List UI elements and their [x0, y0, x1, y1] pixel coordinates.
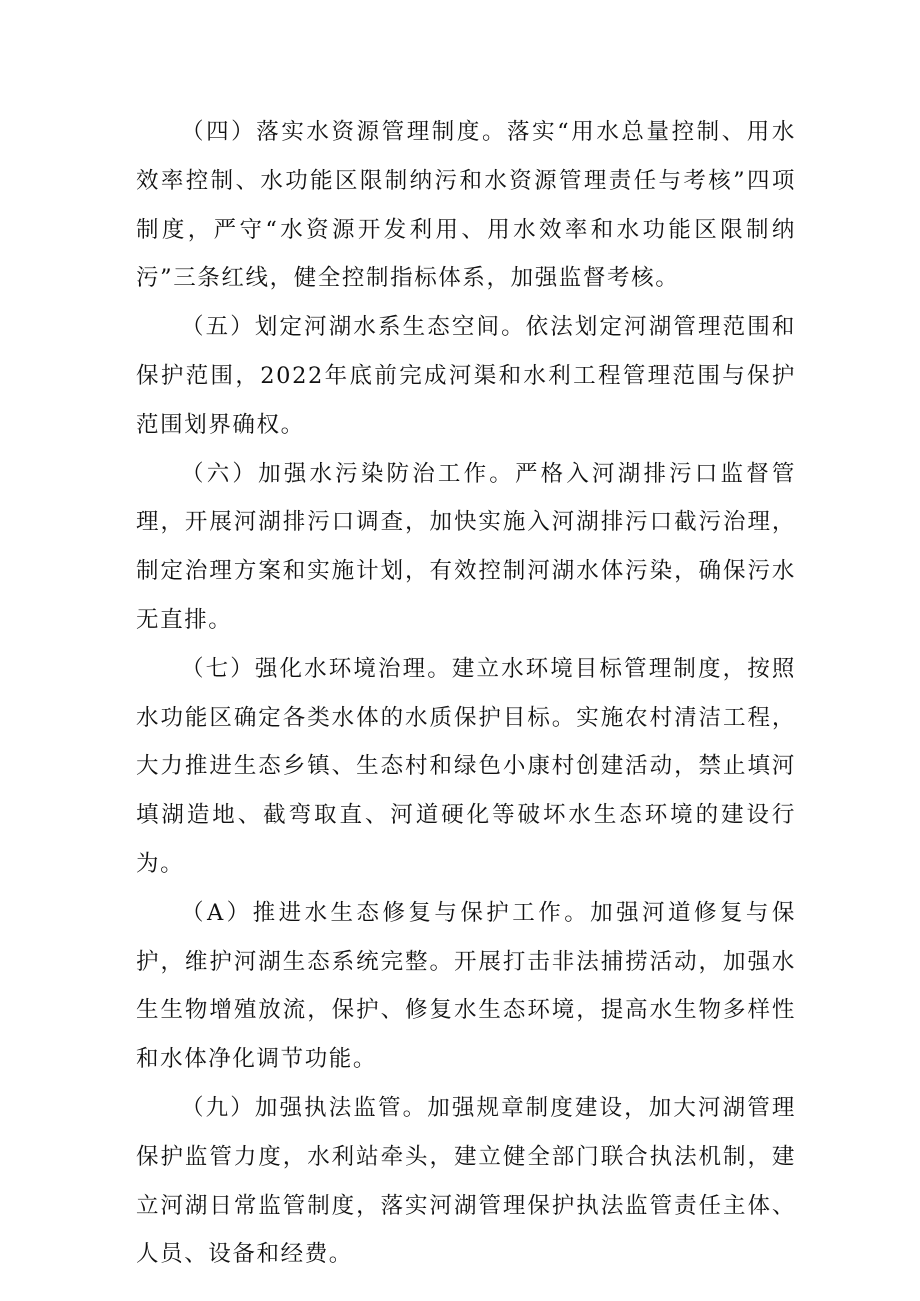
paragraph-7-environment-governance: （七）强化水环境治理。建立水环境目标管理制度，按照水功能区确定各类水体的水质保护目标。实施农村清洁工程，大力推进生态乡镇、生态村和绿色小康村创建活动，禁止填河填湖造地、截弯取直、河道硬化等破坏水生态环境的建设行为。: [136, 655, 796, 877]
paragraph-6-pollution-control: （六）加强水污染防治工作。严格入河湖排污口监督管理，开展河湖排污口调查，加快实施入河湖排污口截污治理，制定治理方案和实施计划，有效控制河湖水体污染，确保污水无直排。: [136, 460, 796, 633]
document-body: [136, 108, 796, 1279]
paragraph-9-law-enforcement: （九）加强执法监管。加强规章制度建设，加大河湖管理保护监管力度，水利站牵头，建立健全部门联合执法机制，建立河湖日常监管制度，落实河湖管理保护执法监管责任主体、人员、设备和经费。: [136, 1094, 796, 1268]
paragraph-5-ecological-space: （五）划定河湖水系生态空间。依法划定河湖管理范围和保护范围，2022年底前完成河渠和水利工程管理范围与保护范围划界确权。: [136, 314, 796, 438]
paragraph-4-water-resources: （四）落实水资源管理制度。落实“用水总量控制、用水效率控制、水功能区限制纳污和水资源管理责任与考核”四项制度，严守“水资源开发利用、用水效率和水功能区限制纳污”三条红线，健全控制指标体系，加强监督考核。: [136, 119, 796, 292]
paragraph-8-ecological-restoration: （A）推进水生态修复与保护工作。加强河道修复与保护，维护河湖生态系统完整。开展打击非法捕捞活动，加强水生生物增殖放流，保护、修复水生态环境，提高水生物多样性和水体净化调节功能。: [136, 899, 796, 1073]
